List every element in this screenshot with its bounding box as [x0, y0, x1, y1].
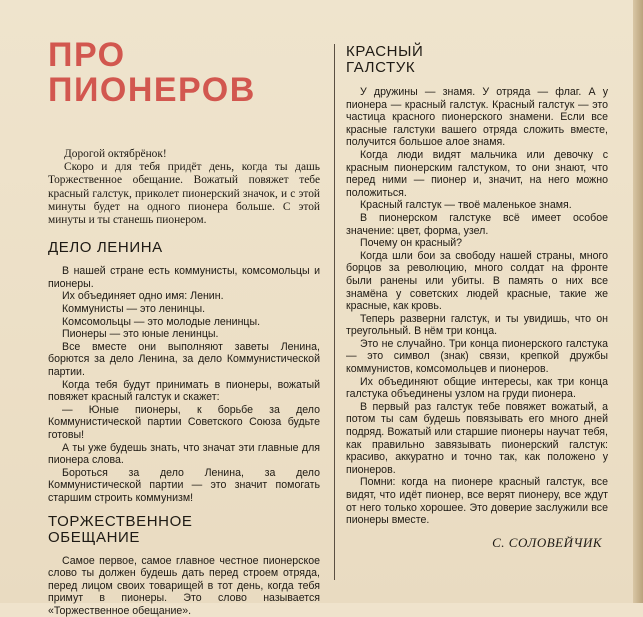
section-body [48, 555, 320, 617]
right-column [346, 44, 608, 551]
heading-line: КРАСНЫЙ [346, 44, 608, 60]
paragraph: Самое первое, самое главное честное пионерское слово ты должен будешь дать перед строем отряда, перед лицом своих товарищей в тот день, когда тебя примут в пионеры. Это слово называется «Торжественное обещание». [48, 555, 320, 617]
author-signature: С. СОЛОВЕЙЧИК [346, 535, 608, 551]
paragraph: В пионерском галстуке всё имеет особое значение: цвет, форма, узел. [346, 212, 608, 237]
paragraph: — Юные пионеры, к борьбе за дело Коммунистической партии Советского Союза будьте готовы! [48, 404, 320, 442]
paragraph: В первый раз галстук тебе повяжет вожатый, а потом ты сам будешь повязывать его много дней подряд. Вожатый или старшие пионеры научат тебя, как правильно завязывать пионерский галстук: красиво, аккуратно и точно так, как положено у пионеров. [346, 401, 608, 477]
section-lenin [48, 240, 320, 504]
title-line: ПРО [48, 38, 320, 73]
left-column [48, 38, 320, 617]
section-heading [48, 514, 320, 546]
paragraph: Теперь разверни галстук, и ты увидишь, что он треугольный. В нём три конца. [346, 313, 608, 338]
section-body [346, 86, 608, 527]
paragraph: Их объединяют общие интересы, как три конца галстука объединены узлом на груди пионера. [346, 376, 608, 401]
paragraph: Их объединяет одно имя: Ленин. [48, 290, 320, 303]
paragraph: Помни: когда на пионере красный галстук, все видят, что идёт пионер, все верят пионеру, все ждут от него только хорошее. Это доверие заслужили все пионеры вместе. [346, 476, 608, 526]
paragraph: Когда люди видят мальчика или девочку с красным пионерским галстуком, то они знают, что перед ними — пионер и, значит, на него можно положиться. [346, 149, 608, 199]
paragraph: Красный галстук — твоё маленькое знамя. [346, 199, 608, 212]
section-heading [48, 240, 320, 256]
heading-line: ОБЕЩАНИЕ [48, 530, 320, 546]
paragraph: Когда шли бои за свободу нашей страны, много борцов за революцию, много солдат на фронте были ранены или убиты. В память о них все знамёна у советских людей красные, такие же красные, как кровь. [346, 250, 608, 313]
paragraph: Бороться за дело Ленина, за дело Коммунистической партии — это значит помогать старшим строить коммунизм! [48, 467, 320, 505]
paragraph: Коммунисты — это ленинцы. [48, 303, 320, 316]
article-title [48, 38, 320, 108]
column-divider [334, 44, 335, 580]
paragraph: Когда тебя будут принимать в пионеры, вожатый повяжет красный галстук и скажет: [48, 379, 320, 404]
paragraph: Почему он красный? [346, 237, 608, 250]
paragraph: Все вместе они выполняют заветы Ленина, борются за дело Ленина, за дело Коммунистической партии. [48, 341, 320, 379]
section-heading [346, 44, 608, 76]
heading-line: ДЕЛО ЛЕНИНА [48, 240, 320, 256]
paragraph: Комсомольцы — это молодые ленинцы. [48, 316, 320, 329]
paragraph: У дружины — знамя. У отряда — флаг. А у пионера — красный галстук. Красный галстук — это частица красного пионерского знамени. Если все красные галстуки вашего отряда сложить вместе, получится большое алое знамя. [346, 86, 608, 149]
paragraph: А ты уже будешь знать, что значат эти главные для пионера слова. [48, 442, 320, 467]
paragraph: В нашей стране есть коммунисты, комсомольцы и пионеры. [48, 265, 320, 290]
heading-line: ТОРЖЕСТВЕННОЕ [48, 514, 320, 530]
heading-line: ГАЛСТУК [346, 60, 608, 76]
paragraph: Пионеры — это юные ленинцы. [48, 328, 320, 341]
title-line: ПИОНЕРОВ [48, 73, 320, 108]
section-oath [48, 514, 320, 617]
page-edge [633, 0, 643, 603]
intro-greeting: Дорогой октябрёнок! [48, 148, 320, 161]
intro-text [48, 148, 320, 227]
paragraph: Это не случайно. Три конца пионерского галстука — это символ (знак) связи, крепкой дружбы коммунистов, комсомольцев и пионеров. [346, 338, 608, 376]
intro-paragraph: Скоро и для тебя придёт день, когда ты дашь Торжественное обещание. Вожатый повяжет тебе красный галстук, приколет пионерский значок, и с этой минуты будет на одного пионера больше. С этой минуты и ты станешь пионером. [48, 161, 320, 227]
section-body [48, 265, 320, 504]
